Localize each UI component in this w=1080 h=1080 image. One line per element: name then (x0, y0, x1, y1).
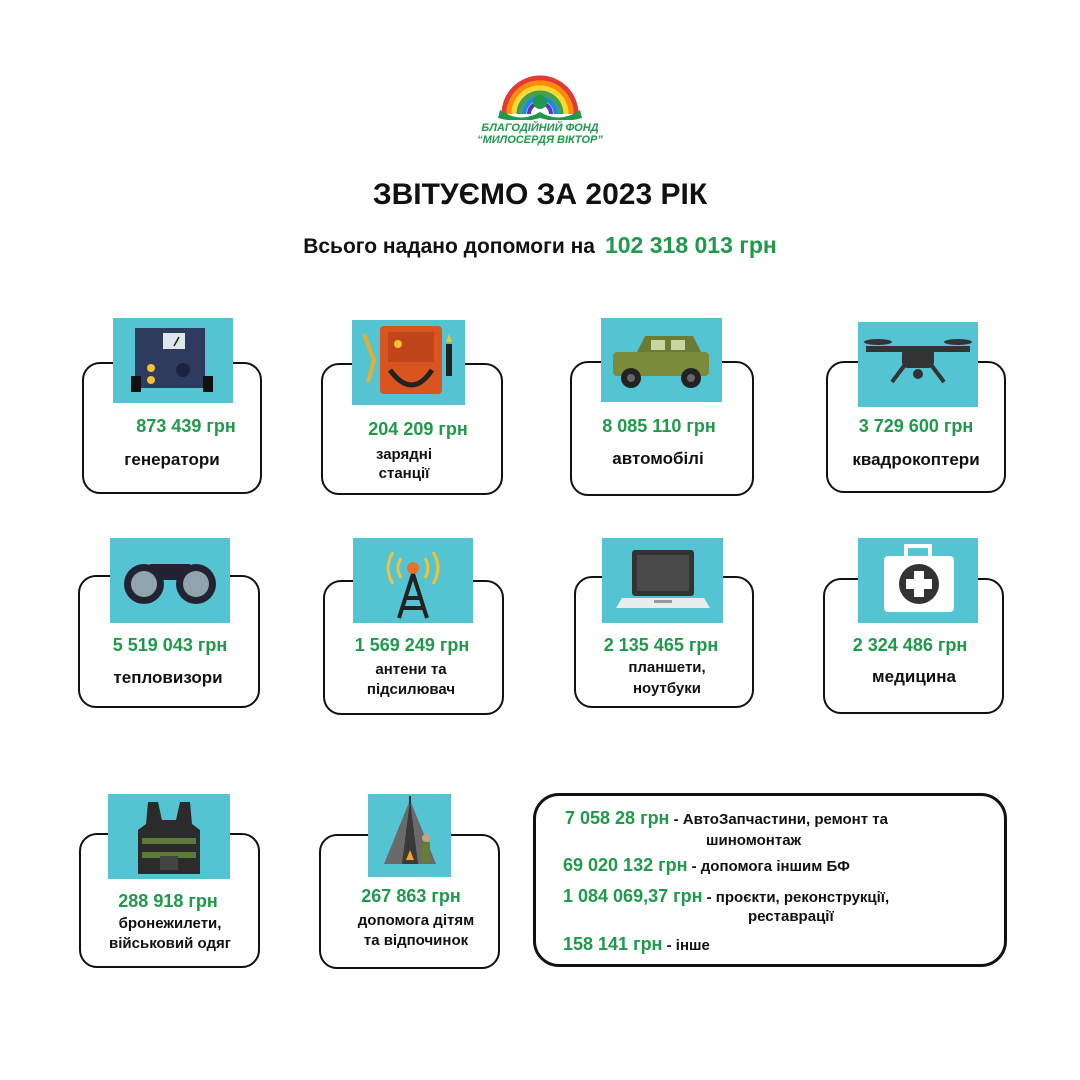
category-label: зарядні (375, 446, 433, 463)
other-expense-amount: 69 020 132 грн (563, 855, 688, 875)
org-name-line1: БЛАГОДІЙНИЙ ФОНД (481, 122, 599, 134)
laptop-icon (602, 538, 723, 623)
other-expense-text: - допомога іншим БФ (691, 858, 850, 875)
binoculars-icon (110, 538, 230, 623)
tent-icon (368, 794, 451, 877)
category-label: планшети, (628, 659, 706, 676)
other-expense-text-line2: шиномонтаж (706, 832, 802, 849)
category-label: допомога дітям (357, 912, 475, 929)
generator-icon (113, 318, 233, 403)
category-amount: 8 085 110 грн (602, 416, 716, 436)
other-expense-amount: 7 058 28 грн (565, 808, 670, 828)
other-expense-text: - проєкти, реконструкції, (706, 889, 890, 906)
other-expense-row (563, 886, 889, 907)
total-amount: 102 318 013 грн (604, 232, 777, 258)
other-expense-row (563, 934, 710, 955)
category-label: антени та (375, 661, 447, 678)
other-expense-amount: 158 141 грн (563, 934, 663, 954)
category-label: бронежилети, (118, 915, 222, 932)
category-label: медицина (872, 667, 956, 686)
page-title: ЗВІТУЄМО ЗА 2023 РІК (372, 178, 708, 211)
other-expense-amount: 1 084 069,37 грн (563, 886, 703, 906)
category-amount: 1 569 249 грн (354, 635, 470, 655)
category-label: тепловизори (113, 668, 223, 687)
category-amount: 5 519 043 грн (112, 635, 228, 655)
rainbow-logo-icon (490, 62, 590, 120)
drone-icon (858, 322, 978, 407)
category-amount: 2 324 486 грн (852, 635, 968, 655)
category-amount: 873 439 грн (136, 416, 236, 436)
other-expense-row (563, 855, 850, 876)
category-label-line2: станції (378, 465, 430, 482)
other-expense-text: - АвтоЗапчастини, ремонт та (673, 811, 888, 828)
category-label-line2: підсилювач (366, 681, 456, 698)
other-expense-text: - інше (666, 937, 710, 954)
charging-station-icon (352, 320, 465, 405)
total-summary (0, 232, 1080, 259)
other-expense-text-line2: реставрації (748, 908, 834, 925)
category-label: автомобілі (612, 449, 704, 468)
first-aid-kit-icon (858, 538, 978, 623)
category-amount: 204 209 грн (368, 419, 468, 439)
org-name (440, 122, 640, 146)
category-amount: 3 729 600 грн (858, 416, 974, 436)
military-vehicle-icon (601, 318, 722, 402)
org-name-line2: “МИЛОСЕРДЯ ВІКТОР” (477, 134, 603, 146)
category-label: квадрокоптери (852, 450, 980, 469)
body-armor-icon (108, 794, 230, 879)
category-label-line2: та відпочинок (363, 932, 469, 949)
category-amount: 288 918 грн (118, 891, 218, 911)
other-expense-row (565, 808, 888, 829)
category-amount: 267 863 грн (361, 886, 461, 906)
total-summary-text: Всього надано допомоги на (303, 235, 595, 258)
category-label-line2: військовий одяг (109, 935, 231, 952)
antenna-icon (353, 538, 473, 623)
category-label: генератори (124, 450, 220, 469)
category-amount: 2 135 465 грн (603, 635, 719, 655)
category-label-line2: ноутбуки (632, 680, 702, 697)
